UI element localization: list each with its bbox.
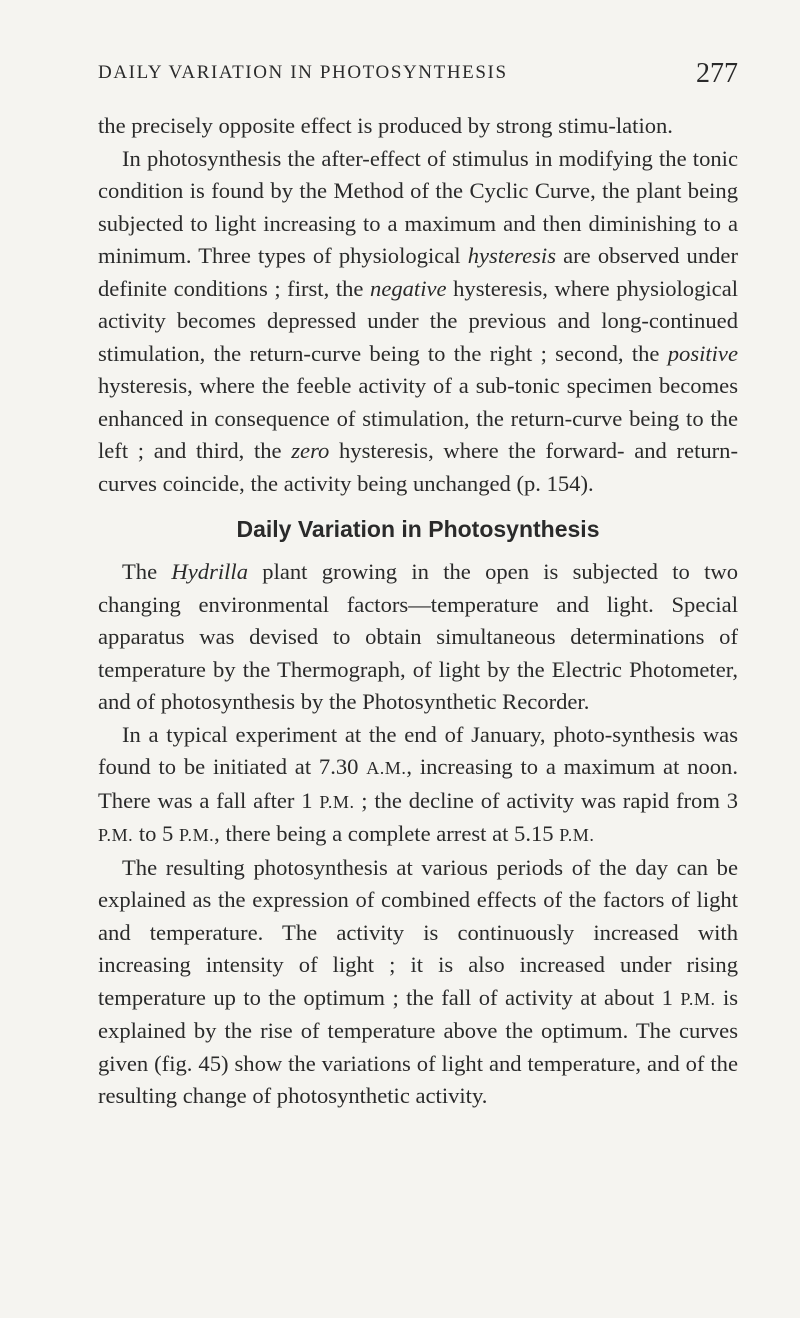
page-number: 277	[696, 58, 738, 89]
running-title: DAILY VARIATION IN PHOTOSYNTHESIS	[98, 62, 508, 83]
text-run: The resulting photosynthesis at various periods of the day can be explained as the expression of combined effects of the factors of light and temperature. The activity is continuously increased with increasing intensity of light ; it is also increased under rising temperature up to the optimum ; the fall of activity at about 1	[98, 854, 738, 1010]
time-suffix: P.M.	[98, 825, 134, 845]
time-suffix: P.M.	[680, 988, 716, 1009]
paragraph-hydrilla	[98, 556, 738, 719]
italic-term-zero: zero	[291, 438, 330, 463]
paragraph-results	[98, 852, 738, 1113]
text-run: The	[122, 559, 172, 584]
time-suffix: P.M.	[319, 791, 355, 812]
time-suffix: P.M.	[559, 825, 595, 845]
text-run: hysteresis, where physiological activity becomes depressed under the previous and long-continued stimulation, the return-curve being to the right ; second, the	[98, 275, 738, 366]
text-run: to 5	[133, 821, 179, 846]
time-suffix: P.M.	[179, 825, 215, 845]
text-run: , increasing to a maximum at noon. There was a fall after 1	[98, 754, 738, 813]
paragraph-experiment	[98, 719, 738, 852]
time-suffix: A.M.	[366, 758, 407, 778]
text-run: are observed under definite conditions ; first, the	[98, 243, 738, 301]
paragraph-hysteresis	[98, 143, 738, 501]
italic-term-positive: positive	[667, 340, 738, 366]
text-run: hysteresis, where the feeble activity of a sub-tonic specimen becomes enhanced in consequence of stimulation, the return-curve being to the left ; and third, the	[98, 373, 738, 463]
text-run: hysteresis, where the forward- and return-curves coincide, the activity being unchanged (p. 154).	[98, 438, 738, 496]
text-run: In photosynthesis the after-effect of stimulus in modifying the tonic condition is found by the Method of the Cyclic Curve, the plant being subjected to light increasing to a maximum and then diminishing to a minimum. Three types of physiological	[98, 145, 738, 268]
text-run: is explained by the rise of temperature above the optimum. The curves given (fig. 45) show the variations of light and temperature, and of the resulting change of photosynthetic activity.	[98, 984, 739, 1108]
section-heading: Daily Variation in Photosynthesis	[236, 516, 600, 542]
italic-term-negative: negative	[370, 275, 447, 301]
italic-term-hydrilla: Hydrilla	[171, 559, 248, 584]
running-header	[98, 58, 738, 94]
text-run: ; the decline of activity was rapid from 3	[354, 787, 738, 813]
body-text	[98, 110, 738, 1113]
italic-term-hysteresis: hysteresis	[467, 243, 556, 268]
text-run: In a typical experiment at the end of January, photo-synthesis was found to be initiated at 7.30	[98, 721, 738, 779]
paragraph-continuation: the precisely opposite effect is produced by strong stimu-lation.	[98, 113, 673, 138]
text-run: plant growing in the open is subjected to two changing environmental factors—temperature and light. Special apparatus was devised to obtain simultaneous determinations of temperature by the Thermograph, of light by the Electric Photometer, and of photosynthesis by the Photosynthetic Recorder.	[98, 559, 738, 714]
text-run: , there being a complete arrest at 5.15	[214, 821, 560, 846]
